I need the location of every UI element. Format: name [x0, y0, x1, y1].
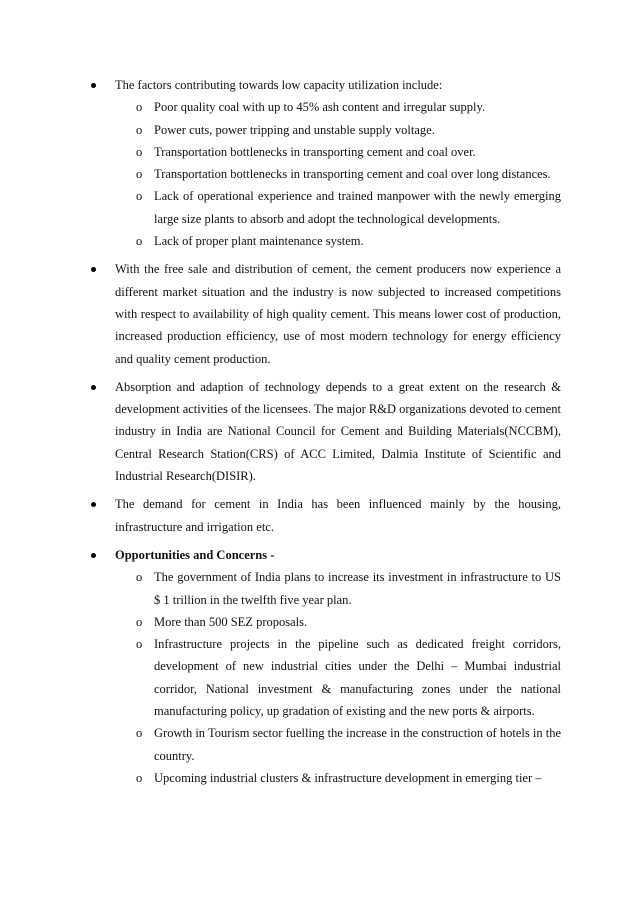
sub-item-text: Poor quality coal with up to 45% ash content and irregular supply. — [154, 100, 486, 115]
bullet-text: The factors contributing towards low capacity utilization include: — [115, 78, 443, 92]
sub-item-text: The government of India plans to increase its investment in infrastructure to US $ 1 trillion in the twelfth five year plan. — [154, 570, 561, 607]
bullet-item — [89, 376, 561, 487]
bullet-dot-icon — [91, 385, 96, 390]
bullet-dot-icon — [91, 502, 96, 507]
sub-list-item — [115, 722, 561, 767]
bullet-item — [89, 258, 561, 369]
sub-item-text: Power cuts, power tripping and unstable supply voltage. — [154, 122, 435, 137]
document-content — [89, 74, 561, 795]
sub-list-item — [115, 767, 561, 789]
circle-bullet-icon: o — [136, 122, 143, 137]
sub-list-item — [115, 633, 561, 722]
sub-list — [115, 566, 561, 789]
circle-bullet-icon: o — [136, 167, 143, 182]
circle-bullet-icon: o — [136, 189, 143, 204]
bullet-dot-icon — [91, 83, 96, 88]
sub-list-item — [115, 611, 561, 633]
sub-list-item — [115, 119, 561, 141]
sub-list-item — [115, 96, 561, 118]
sub-item-text: Growth in Tourism sector fuelling the increase in the construction of hotels in the country. — [154, 726, 561, 763]
circle-bullet-icon: o — [136, 570, 143, 585]
sub-item-text: Infrastructure projects in the pipeline such as dedicated freight corridors, development of new industrial cities under the Delhi – Mumbai industrial corridor, National investment & manufacturing zones under the national manufacturing policy, up gradation of existing and the new ports & airports. — [154, 637, 561, 719]
sub-list-item — [115, 566, 561, 611]
bullet-dot-icon — [91, 553, 96, 558]
bullet-item — [89, 493, 561, 538]
sub-list-item — [115, 185, 561, 230]
bullet-item — [89, 544, 561, 789]
bullet-dot-icon — [91, 267, 96, 272]
sub-item-text: Transportation bottlenecks in transporting cement and coal over. — [154, 144, 476, 159]
sub-item-text: Lack of proper plant maintenance system. — [154, 234, 364, 249]
sub-item-text: Lack of operational experience and trained manpower with the newly emerging large size plants to absorb and adopt the technological developments. — [154, 189, 561, 226]
sub-list — [115, 96, 561, 252]
bullet-text: With the free sale and distribution of cement, the cement producers now experience a different market situation and the industry is now subjected to increased competitions with respect to availability of high quality cement. This means lower cost of production, increased production efficiency, use of most modern technology for energy efficiency and quality cement production. — [115, 262, 561, 366]
bullet-text: The demand for cement in India has been influenced mainly by the housing, infrastructure and irrigation etc. — [115, 497, 561, 534]
circle-bullet-icon: o — [136, 614, 143, 629]
bullet-text: Opportunities and Concerns - — [115, 547, 275, 562]
circle-bullet-icon: o — [136, 144, 143, 159]
bullet-item — [89, 74, 561, 252]
bullet-text: Absorption and adaption of technology depends to a great extent on the research & development activities of the licensees. The major R&D organizations devoted to cement industry in India are National Council for Cement and Building Materials(NCCBM), Central Research Station(CRS) of ACC Limited, Dalmia Institute of Scientific and Industrial Research(DISIR). — [115, 379, 561, 484]
circle-bullet-icon: o — [136, 637, 143, 652]
circle-bullet-icon: o — [136, 770, 143, 785]
circle-bullet-icon: o — [136, 100, 143, 115]
sub-item-text: Transportation bottlenecks in transporting cement and coal over long distances. — [154, 167, 551, 182]
sub-list-item — [115, 163, 561, 185]
sub-list-item — [115, 141, 561, 163]
sub-list-item — [115, 230, 561, 252]
circle-bullet-icon: o — [136, 234, 143, 249]
circle-bullet-icon: o — [136, 726, 143, 741]
sub-item-text: More than 500 SEZ proposals. — [154, 614, 308, 629]
sub-item-text: Upcoming industrial clusters & infrastructure development in emerging tier – — [154, 770, 542, 785]
